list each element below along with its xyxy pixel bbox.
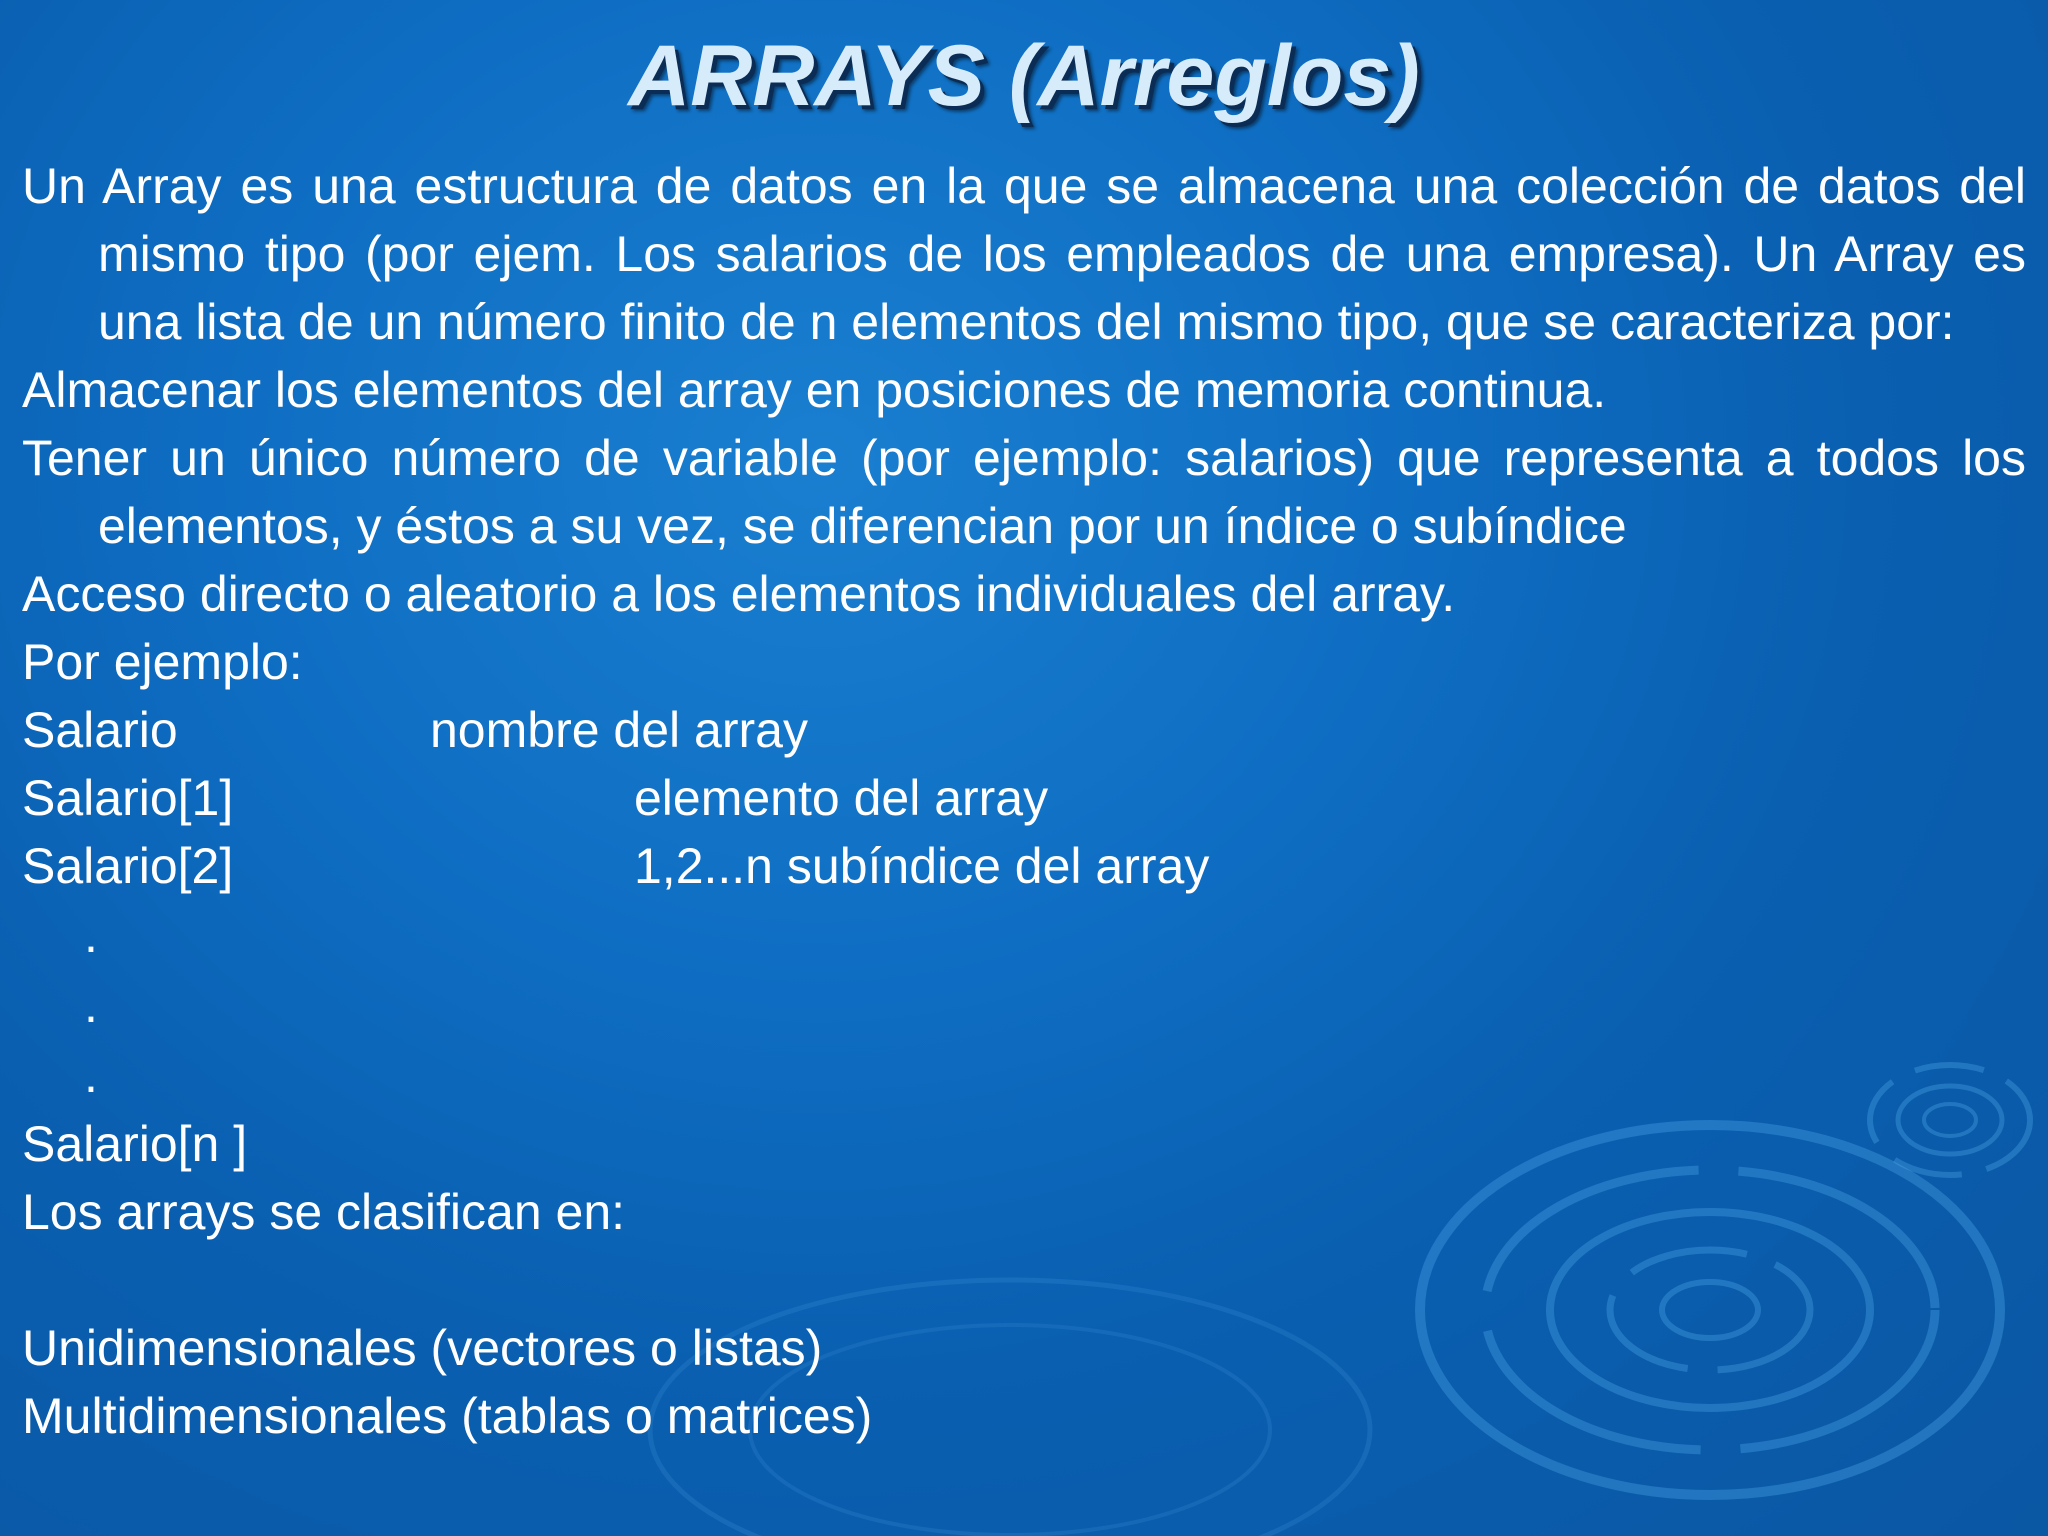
ellipsis-dot: . <box>84 1047 98 1103</box>
example-description: nombre del array <box>430 702 808 758</box>
example-description: 1,2...n subíndice del array <box>634 838 1210 894</box>
example-term: Salario[2] <box>22 838 234 894</box>
characteristic-item: Almacenar los elementos del array en posiciones de memoria continua. <box>22 362 1607 418</box>
example-row <box>22 764 2026 832</box>
ellipsis-dot: . <box>84 907 98 963</box>
example-term: Salario[1] <box>22 770 234 826</box>
classification-heading: Los arrays se clasifican en: <box>22 1184 626 1240</box>
characteristic-item: Tener un único número de variable (por ejemplo: salarios) que representa a todos los elementos, y éstos a su vez, se diferencian por un índice o subíndice <box>22 430 2026 554</box>
classification-item: Unidimensionales (vectores o listas) <box>22 1320 823 1376</box>
example-description: elemento del array <box>634 770 1049 826</box>
spacer <box>22 1246 2026 1314</box>
slide-title: ARRAYS (Arreglos) <box>628 28 1420 124</box>
example-term: Salario <box>22 702 178 758</box>
last-element-label: Salario[n ] <box>22 1116 248 1172</box>
characteristic-item: Acceso directo o aleatorio a los elementos individuales del array. <box>22 566 1456 622</box>
slide-body <box>22 152 2026 1450</box>
example-heading: Por ejemplo: <box>22 634 303 690</box>
ellipsis-dot: . <box>84 977 98 1033</box>
intro-paragraph: Un Array es una estructura de datos en la que se almacena una colección de datos del mismo tipo (por ejem. Los salarios de los empleados de una empresa). Un Array es una lista de un número finito de n elementos del mismo tipo, que se caracteriza por: <box>22 158 2026 350</box>
example-row <box>22 832 2026 900</box>
example-row <box>22 696 2026 764</box>
classification-item: Multidimensionales (tablas o matrices) <box>22 1388 873 1444</box>
